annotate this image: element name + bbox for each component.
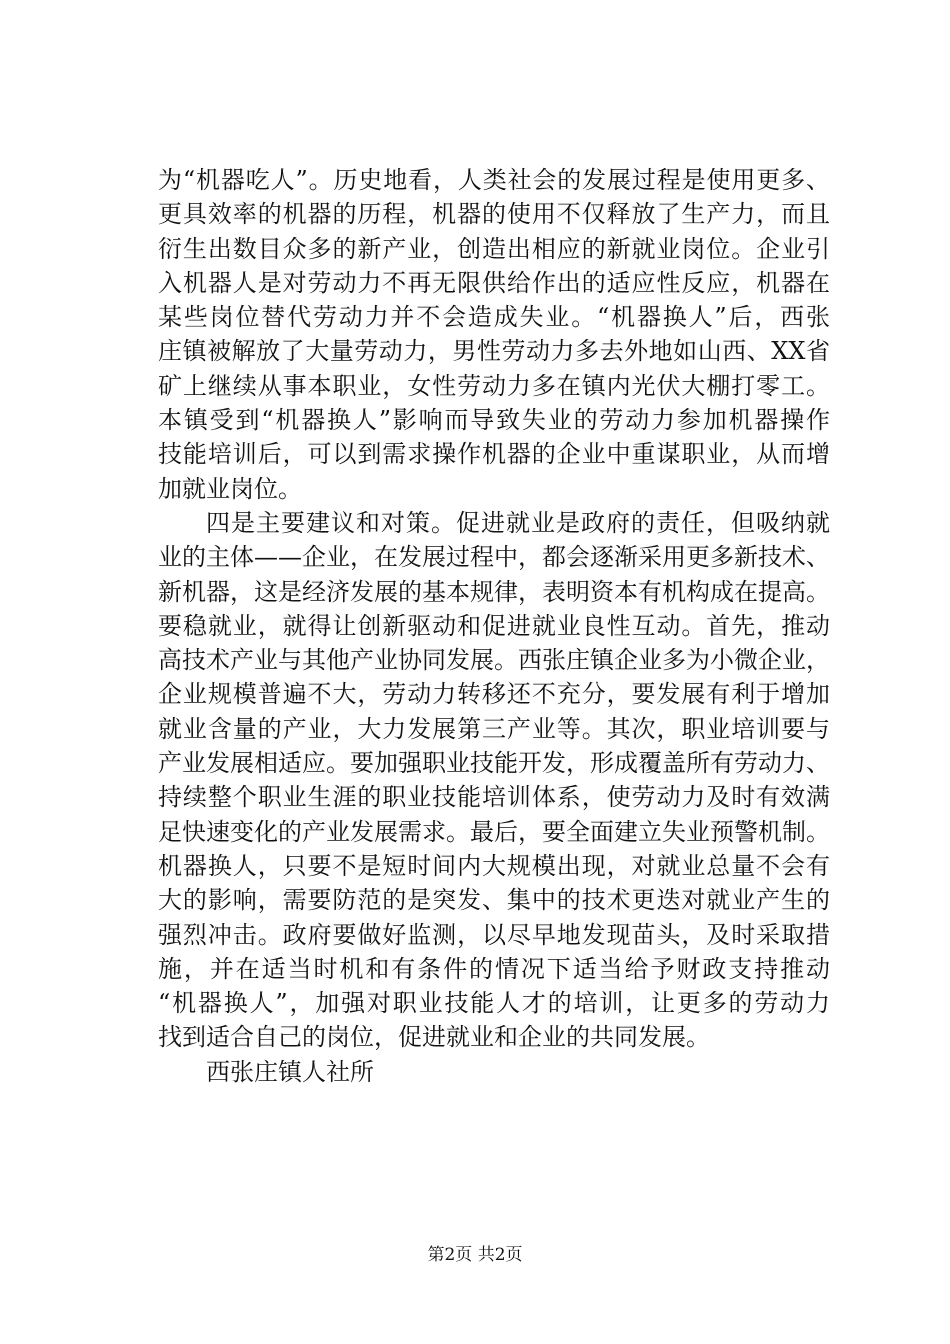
text-line: 矿上继续从事本职业，女性劳动力多在镇内光伏大棚打零工。 bbox=[158, 371, 830, 400]
text-line: 企业规模普遍不大，劳动力转移还不充分，要发展有利于增加 bbox=[158, 680, 830, 709]
text-line: 更具效率的机器的历程，机器的使用不仅释放了生产力，而且 bbox=[158, 200, 830, 229]
text-line: 施，并在适当时机和有条件的情况下适当给予财政支持推动 bbox=[158, 954, 830, 983]
text-line: 要稳就业，就得让创新驱动和促进就业良性互动。首先，推动 bbox=[158, 611, 830, 640]
text-line: 产业发展相适应。要加强职业技能开发，形成覆盖所有劳动力、 bbox=[158, 749, 830, 778]
document-body bbox=[158, 163, 830, 1089]
text-line: 机器换人，只要不是短时间内大规模出现，对就业总量不会有 bbox=[158, 851, 830, 880]
text-line: 本镇受到“机器换人”影响而导致失业的劳动力参加机器操作 bbox=[158, 406, 830, 435]
text-line: 足快速变化的产业发展需求。最后，要全面建立失业预警机制。 bbox=[158, 817, 830, 846]
text-line: 某些岗位替代劳动力并不会造成失业。“机器换人”后，西张 bbox=[158, 303, 830, 332]
text-line: 找到适合自己的岗位，促进就业和企业的共同发展。 bbox=[158, 1023, 710, 1052]
text-line: 庄镇被解放了大量劳动力，男性劳动力多去外地如山西、XX省 bbox=[158, 337, 830, 366]
text-line: 大的影响，需要防范的是突发、集中的技术更迭对就业产生的 bbox=[158, 886, 830, 915]
text-line: 入机器人是对劳动力不再无限供给作出的适应性反应，机器在 bbox=[158, 268, 830, 297]
text-line: 高技术产业与其他产业协同发展。西张庄镇企业多为小微企业， bbox=[158, 646, 830, 675]
text-line: 持续整个职业生涯的职业技能培训体系，使劳动力及时有效满 bbox=[158, 783, 830, 812]
text-line: 就业含量的产业，大力发展第三产业等。其次，职业培训要与 bbox=[158, 714, 830, 743]
text-line: “机器换人”，加强对职业技能人才的培训，让更多的劳动力 bbox=[158, 989, 830, 1018]
text-line: 新机器，这是经济发展的基本规律，表明资本有机构成在提高。 bbox=[158, 577, 830, 606]
signature: 西张庄镇人社所 bbox=[206, 1057, 374, 1086]
text-line: 为“机器吃人”。历史地看，人类社会的发展过程是使用更多、 bbox=[158, 166, 830, 194]
text-line: 业的主体——企业，在发展过程中，都会逐渐采用更多新技术、 bbox=[158, 543, 830, 572]
text-line: 衍生出数目众多的新产业，创造出相应的新就业岗位。企业引 bbox=[158, 234, 830, 263]
text-line: 四是主要建议和对策。促进就业是政府的责任，但吸纳就 bbox=[206, 508, 830, 537]
paragraph-1 bbox=[158, 163, 830, 506]
paragraph-2 bbox=[158, 506, 830, 1055]
page-footer: 第2页 共2页 bbox=[427, 1245, 523, 1265]
text-line: 加就业岗位。 bbox=[158, 474, 302, 503]
text-line: 技能培训后，可以到需求操作机器的企业中重谋职业，从而增 bbox=[158, 440, 830, 469]
text-line: 强烈冲击。政府要做好监测，以尽早地发现苗头，及时采取措 bbox=[158, 920, 830, 949]
